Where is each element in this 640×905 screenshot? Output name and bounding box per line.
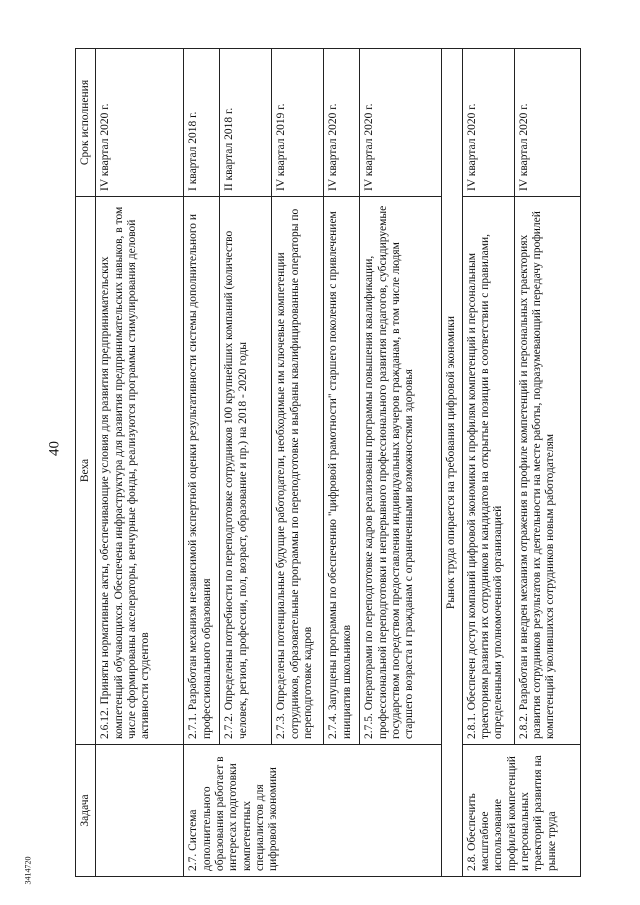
deadline-cell: IV квартал 2019 г.: [272, 49, 324, 197]
document-code: 3414720: [23, 856, 33, 885]
deadline-cell: II квартал 2018 г.: [220, 49, 272, 197]
deadline-cell: IV квартал 2020 г.: [96, 49, 184, 197]
milestone-cell: 2.6.12. Приняты нормативные акты, обеспечивающие условия для развития предпринимательских компетенций обучающихся. Обеспечена инфраструктура для развития предпринимательских навыков, в том числе сформированы акселераторы, венчурные фонды, реализуются программы стимулирования деловой активности студентов: [96, 197, 184, 745]
header-task: Задача: [76, 745, 96, 877]
deadline-cell: IV квартал 2020 г.: [514, 49, 580, 197]
task-cell: 2.7. Система дополнительного образования работает в интересах подготовки компетентных специалистов для цифровой экономики: [184, 745, 442, 877]
milestone-cell: 2.8.2. Разработан и внедрен механизм отражения в профиле компетенций и персональных траекториях развития сотрудников результатов их деятельности на месте работы, подразумевающий передачу профилей компетенций уволившихся сотрудников новым работодателям: [514, 197, 580, 745]
milestone-cell: 2.7.3. Определены потенциальные будущие работодатели, необходимые им ключевые компетенции сотрудников, образовательные программы по переподготовке и выбраны квалифицированные операторы по переподготовке кадров: [272, 197, 324, 745]
section-title: Рынок труда опирается на требования цифровой экономики: [442, 49, 462, 877]
page-number: 40: [46, 441, 63, 456]
milestone-cell: 2.8.1. Обеспечен доступ компаний цифровой экономики к профилям компетенций и персональным траекториям развития их сотрудников и кандидатов на открытые позиции в соответствии с правилами, определенными уполномоченной организацией: [462, 197, 514, 745]
header-milestone: Веха: [76, 197, 96, 745]
table-row: [462, 49, 514, 877]
header-deadline: Срок исполнения: [76, 49, 96, 197]
milestone-cell: 2.7.4. Запущены программы по обеспечению "цифровой грамотности" старшего поколения с привлечением инициатив школьников: [324, 197, 360, 745]
table-row: [184, 49, 220, 877]
task-cell: 2.8. Обеспечить масштабное использование профилей компетенций и персональных траекторий развития на рынке труда: [462, 745, 580, 877]
milestone-cell: 2.7.5. Операторами по переподготовке кадров реализованы программы повышения квалификации, профессиональной переподготовки и непрерывного профессионального развития педагогов, субсидируемые государством посредством предоставления индивидуальных ваучеров гражданам, в том числе людям старшего возраста и гражданам с ограниченными возможностями здоровья: [360, 197, 442, 745]
milestone-cell: 2.7.2. Определены потребности по переподготовке сотрудников 100 крупнейших компаний (количество человек, регион, профессии, пол, возраст, образование и пр.) на 2018 - 2020 годы: [220, 197, 272, 745]
section-row: [442, 49, 462, 877]
deadline-cell: IV квартал 2020 г.: [324, 49, 360, 197]
deadline-cell: IV квартал 2020 г.: [360, 49, 442, 197]
milestone-cell: 2.7.1. Разработан механизм независимой экспертной оценки результативности системы дополнительного и профессионального образования: [184, 197, 220, 745]
deadline-cell: IV квартал 2020 г.: [462, 49, 514, 197]
milestones-table: [75, 48, 581, 877]
table-header-row: [76, 49, 96, 877]
deadline-cell: I квартал 2018 г.: [184, 49, 220, 197]
table-row: [96, 49, 184, 877]
task-cell: [96, 745, 184, 877]
